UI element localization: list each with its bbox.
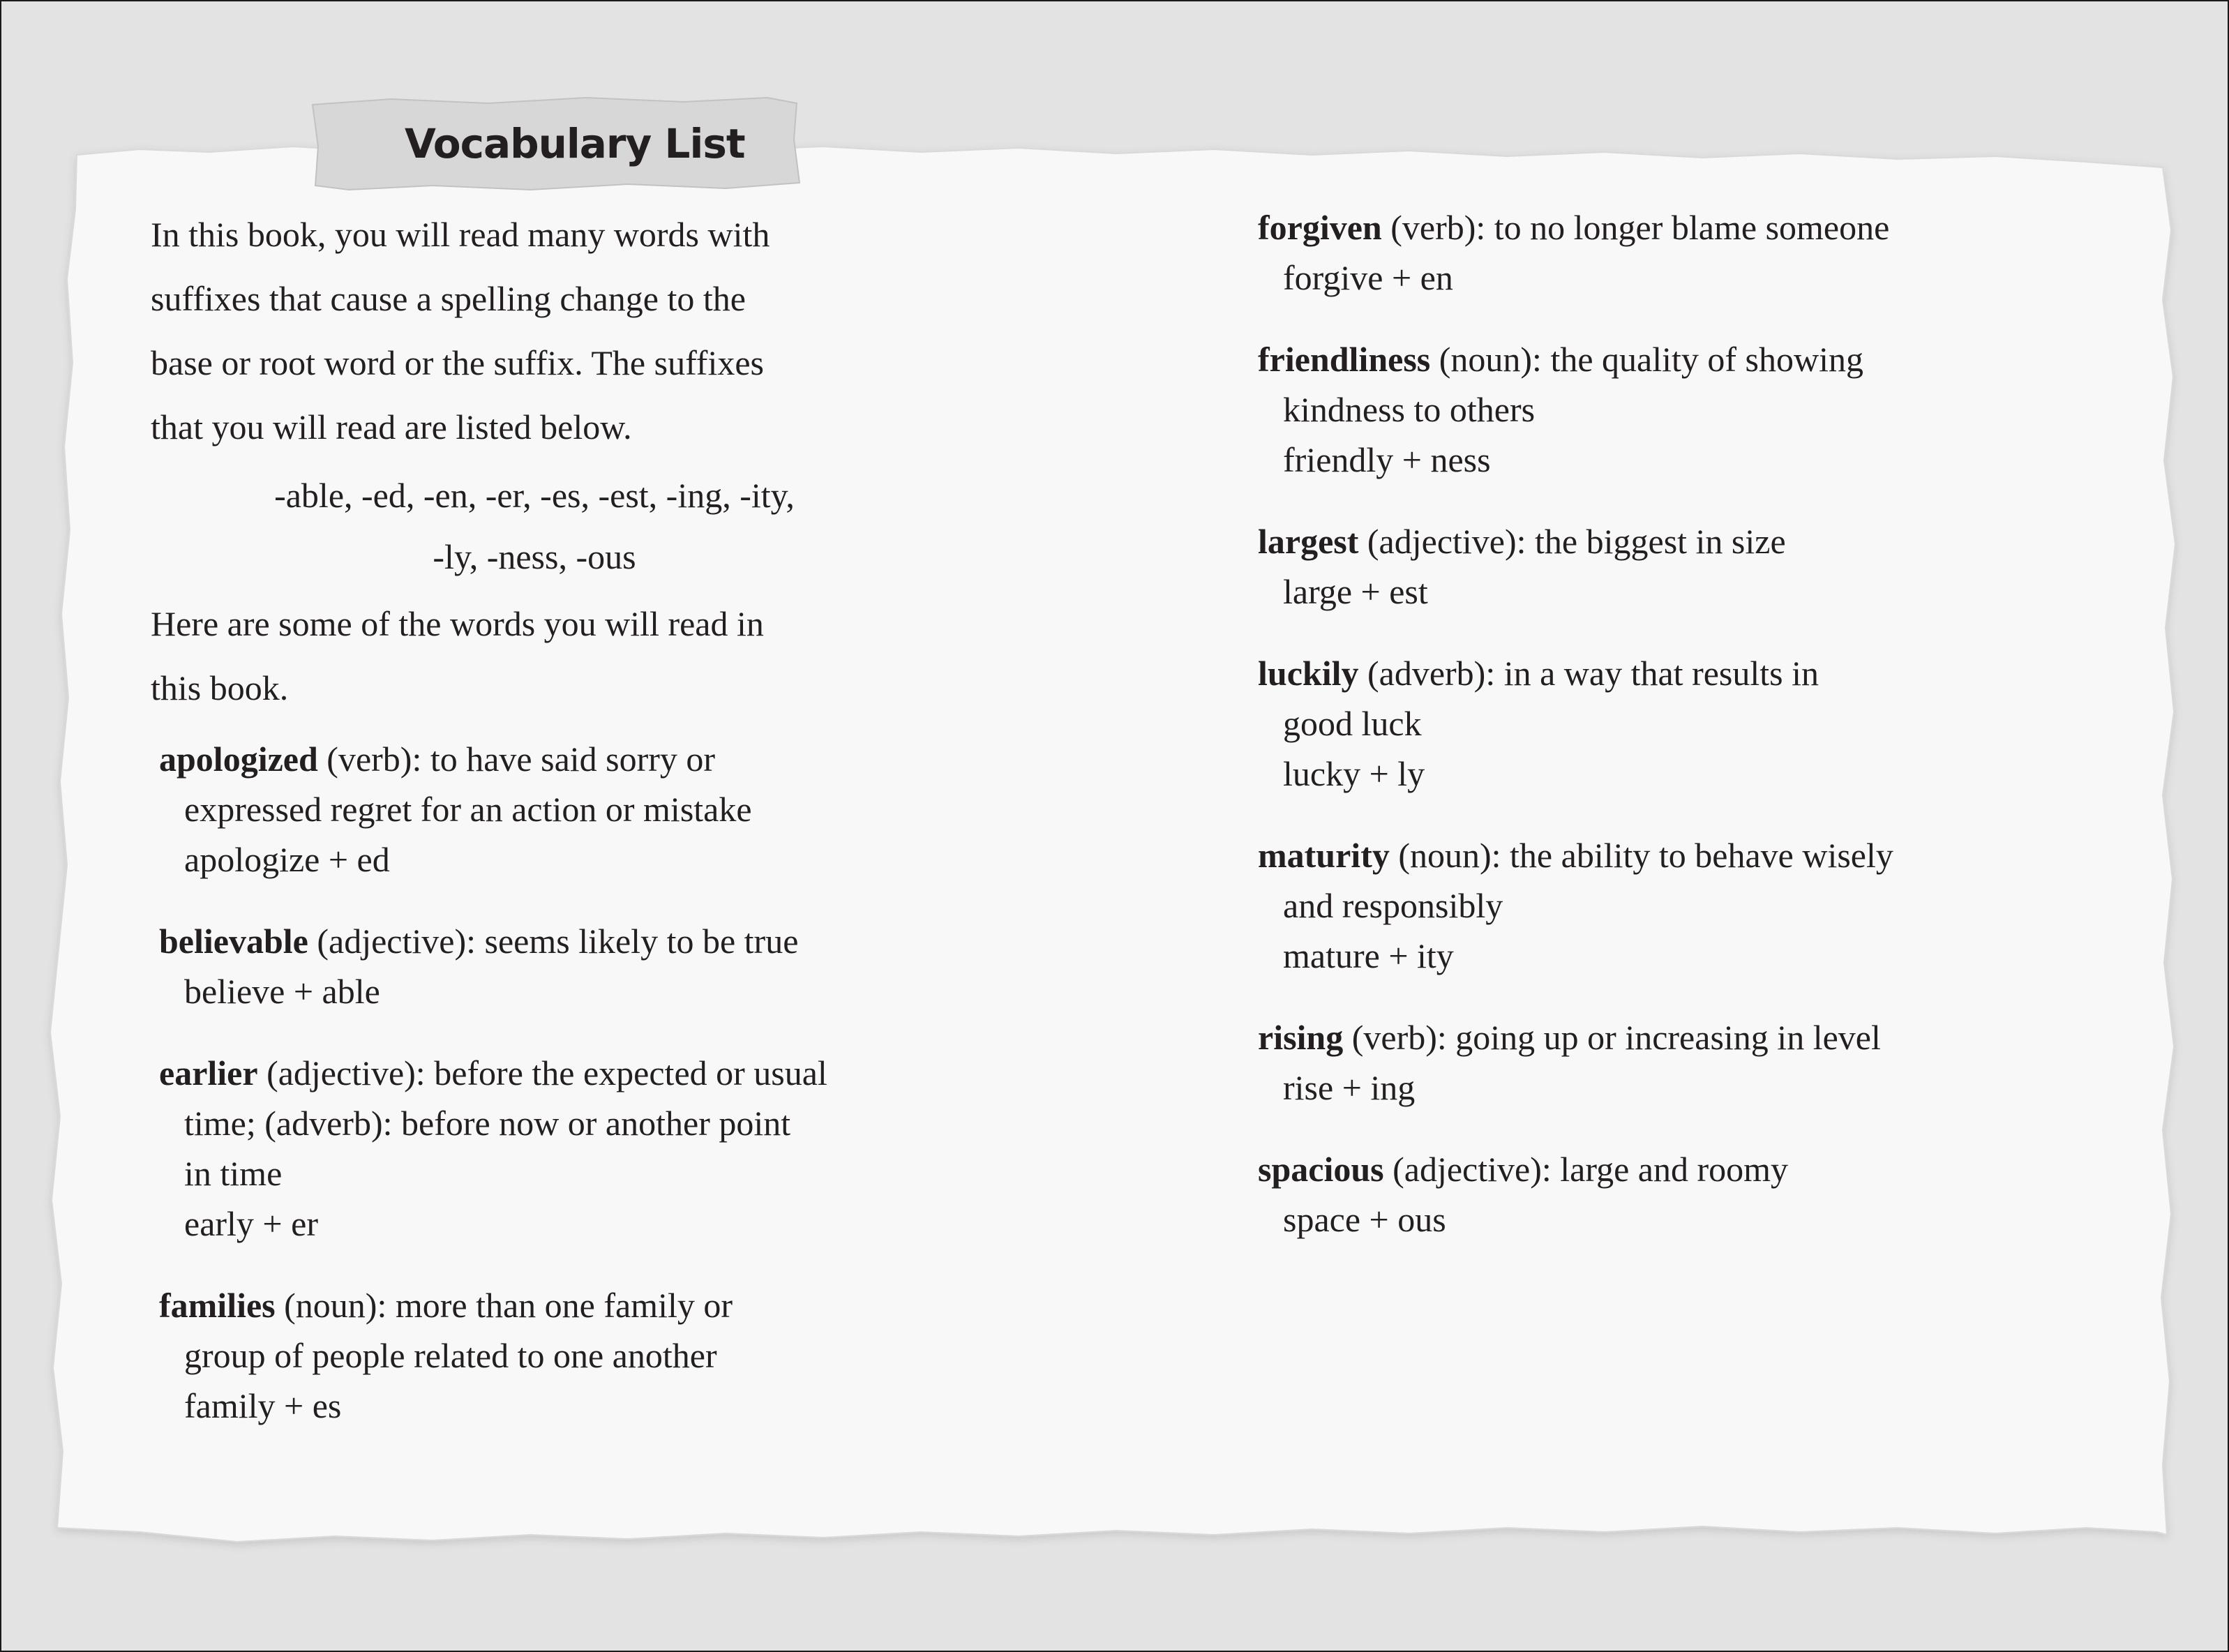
word-definition: (noun): more than one family or bbox=[275, 1286, 733, 1325]
vocabulary-word: friendliness bbox=[1258, 340, 1431, 379]
word-formation: early + er bbox=[184, 1204, 318, 1243]
word-definition: (adjective): seems likely to be true bbox=[308, 922, 799, 961]
word-definition: (adjective): before the expected or usual bbox=[257, 1053, 827, 1092]
definition-continuation: kindness to others bbox=[1283, 390, 1536, 429]
intro-line: base or root word or the suffix. The suffixes bbox=[151, 343, 765, 382]
entry-definition-line bbox=[1258, 334, 2095, 384]
vocabulary-entries-right bbox=[1258, 202, 2095, 1245]
entry-definition-line bbox=[159, 916, 988, 966]
vocabulary-entry bbox=[1258, 1144, 2095, 1245]
word-definition: (adverb): in a way that results in bbox=[1358, 654, 1819, 693]
definition-continuation: in time bbox=[184, 1154, 283, 1193]
word-formation: apologize + ed bbox=[184, 840, 390, 879]
vocabulary-entry bbox=[159, 1048, 988, 1249]
vocabulary-word: rising bbox=[1258, 1018, 1344, 1057]
intro-line: In this book, you will read many words with bbox=[151, 215, 770, 254]
entry-definition-line bbox=[1258, 1012, 2095, 1062]
word-formation: rise + ing bbox=[1283, 1068, 1416, 1107]
word-definition: (verb): to no longer blame someone bbox=[1381, 208, 1890, 247]
right-column bbox=[1258, 202, 2095, 1276]
entry-definition-line bbox=[1258, 516, 2095, 566]
vocabulary-word: forgiven bbox=[1258, 208, 1382, 247]
entry-definition-line bbox=[1258, 1144, 2095, 1194]
suffix-line: -ly, -ness, -ous bbox=[433, 537, 636, 576]
vocabulary-entry bbox=[1258, 202, 2095, 303]
vocabulary-entry bbox=[1258, 830, 2095, 981]
word-formation: friendly + ness bbox=[1283, 440, 1491, 479]
vocabulary-word: apologized bbox=[159, 739, 318, 779]
word-definition: (adjective): the biggest in size bbox=[1358, 522, 1786, 561]
vocabulary-entries-left bbox=[151, 734, 988, 1431]
entry-definition-line bbox=[159, 734, 988, 784]
suffix-list bbox=[151, 465, 918, 587]
vocabulary-entry bbox=[1258, 1012, 2095, 1113]
intro-paragraph bbox=[151, 202, 988, 459]
vocabulary-entry bbox=[1258, 516, 2095, 617]
vocabulary-word: spacious bbox=[1258, 1150, 1384, 1189]
intro-line: suffixes that cause a spelling change to the bbox=[151, 279, 746, 318]
intro-line: that you will read are listed below. bbox=[151, 407, 632, 446]
definition-continuation: group of people related to one another bbox=[184, 1336, 717, 1375]
left-column bbox=[151, 202, 988, 1462]
word-definition: (verb): to have said sorry or bbox=[317, 739, 716, 779]
definition-continuation: time; (adverb): before now or another point bbox=[184, 1104, 791, 1143]
vocabulary-entry bbox=[159, 734, 988, 885]
vocabulary-entry bbox=[159, 916, 988, 1016]
vocabulary-entry bbox=[1258, 648, 2095, 799]
entry-definition-line bbox=[1258, 830, 2095, 880]
vocabulary-word: believable bbox=[159, 922, 308, 961]
definition-continuation: good luck bbox=[1283, 704, 1422, 743]
entry-definition-line bbox=[159, 1280, 988, 1330]
page-title: Vocabulary List bbox=[405, 120, 745, 167]
word-definition: (noun): the ability to behave wisely bbox=[1389, 836, 1893, 875]
suffix-line: -able, -ed, -en, -er, -es, -est, -ing, -ity, bbox=[274, 476, 795, 515]
entry-definition-line bbox=[1258, 648, 2095, 698]
word-formation: space + ous bbox=[1283, 1200, 1446, 1239]
word-definition: (noun): the quality of showing bbox=[1430, 340, 1864, 379]
word-definition: (verb): going up or increasing in level bbox=[1343, 1018, 1881, 1057]
vocabulary-entry bbox=[159, 1280, 988, 1431]
vocabulary-word: luckily bbox=[1258, 654, 1359, 693]
definition-continuation: expressed regret for an action or mistake bbox=[184, 790, 752, 829]
vocabulary-word: largest bbox=[1258, 522, 1359, 561]
vocabulary-word: maturity bbox=[1258, 836, 1390, 875]
word-formation: lucky + ly bbox=[1283, 754, 1425, 793]
lead-in-line: this book. bbox=[151, 668, 289, 707]
entry-definition-line bbox=[1258, 202, 2095, 253]
definition-continuation: and responsibly bbox=[1283, 886, 1503, 925]
word-formation: family + es bbox=[184, 1386, 342, 1425]
lead-in-line: Here are some of the words you will read in bbox=[151, 604, 764, 643]
word-formation: large + est bbox=[1283, 572, 1428, 611]
vocabulary-entry bbox=[1258, 334, 2095, 485]
word-formation: mature + ity bbox=[1283, 936, 1454, 975]
entry-definition-line bbox=[159, 1048, 988, 1098]
word-formation: forgive + en bbox=[1283, 258, 1453, 297]
vocabulary-word: earlier bbox=[159, 1053, 258, 1092]
lead-in-paragraph bbox=[151, 592, 988, 720]
vocabulary-word: families bbox=[159, 1286, 276, 1325]
word-formation: believe + able bbox=[184, 972, 380, 1011]
word-definition: (adjective): large and roomy bbox=[1383, 1150, 1789, 1189]
